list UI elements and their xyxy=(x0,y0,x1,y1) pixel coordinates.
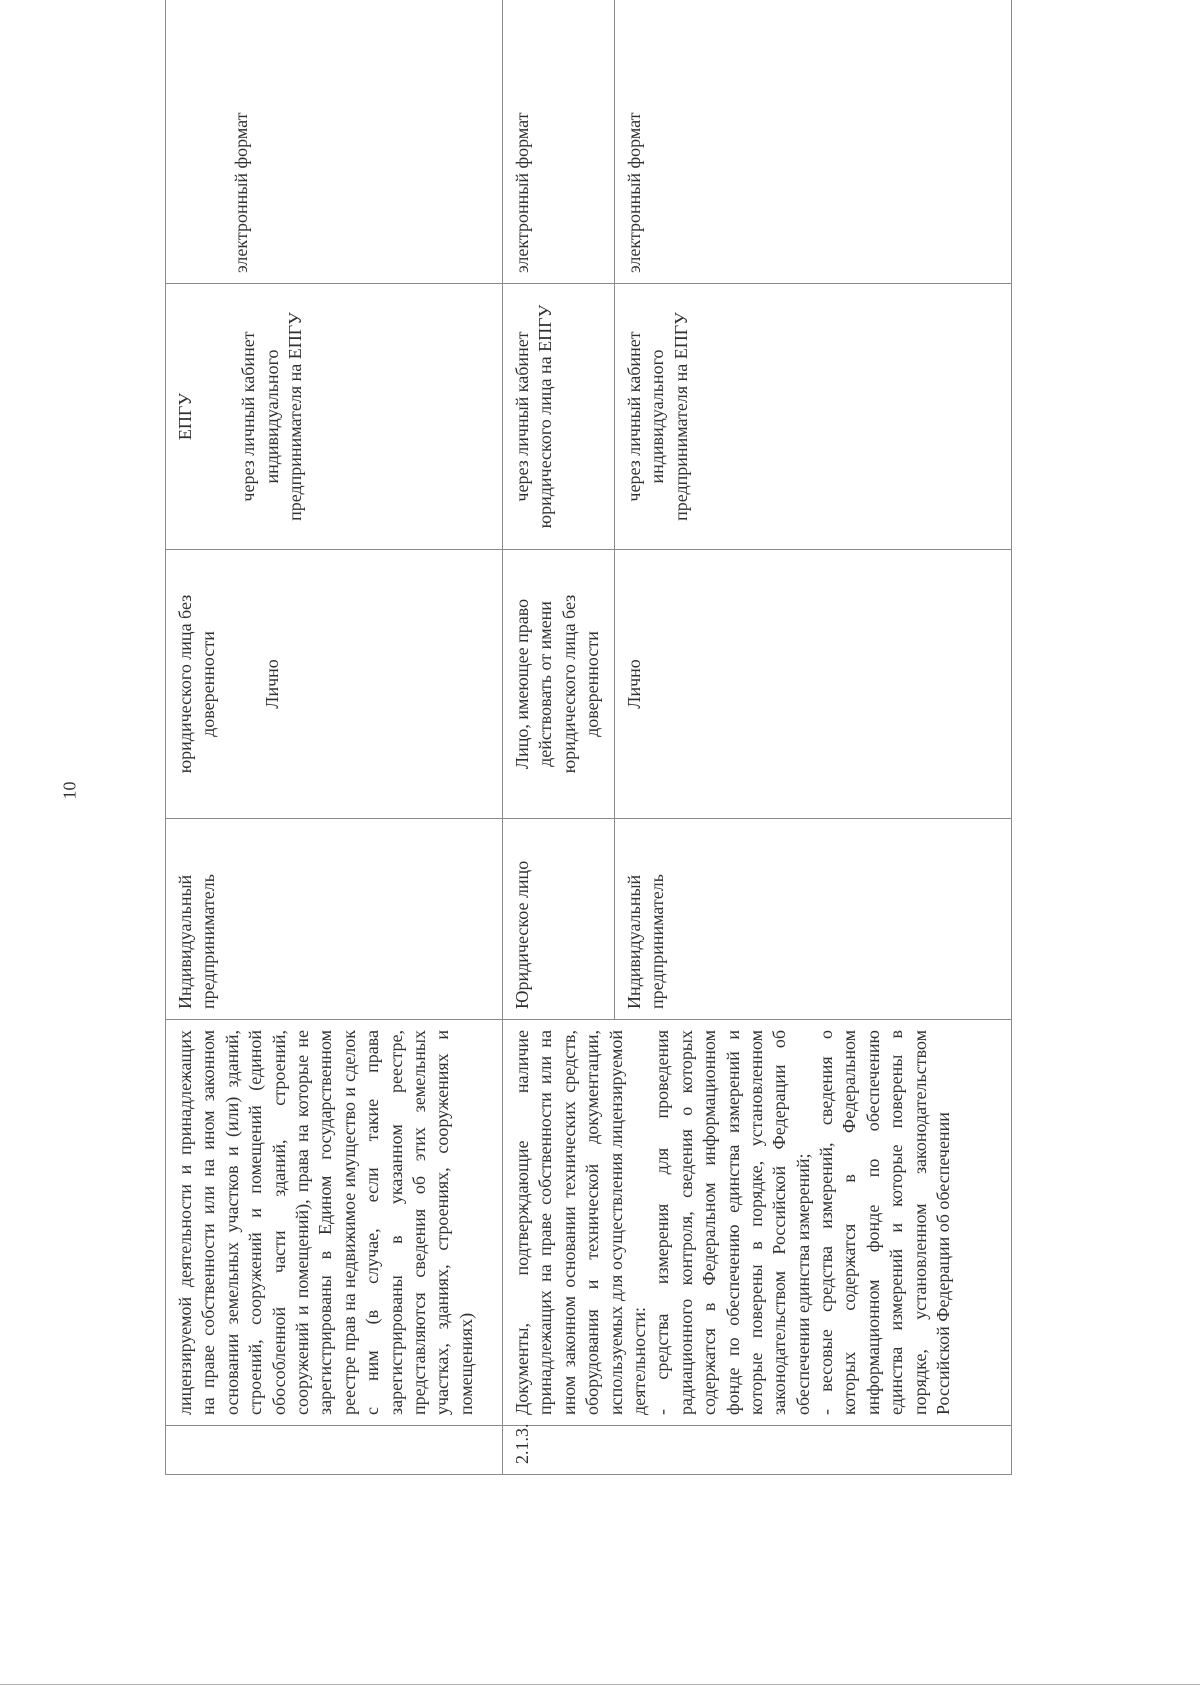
submission-method: Лицо, имеющее право действовать от имени юридического лица без доверенности xyxy=(503,550,615,819)
document-description xyxy=(503,1020,1012,1426)
document-description-intro: Документы, подтверждающие наличие принадлежащих на праве собственности или на ином законном основании технических средств, оборудования и технической документации, используемых для осуществления лицензируемой деятельности: xyxy=(512,1030,649,1415)
table-row xyxy=(503,0,615,1475)
bottom-rule xyxy=(0,1684,1200,1685)
document-format: электронный формат xyxy=(615,0,1012,284)
page-number: 10 xyxy=(59,781,80,800)
document-format: электронный формат xyxy=(503,0,615,284)
row-number: 2.1.3. xyxy=(503,1426,1012,1475)
document-description: лицензируемой деятельности и принадлежащих на праве собственности или на ином законном основании земельных участков и (или) зданий, строений, сооружений и помещений (единой обособленной части зданий, строений, сооружений и помещений), права на которые не зарегистрированы в Едином государственном реестре прав на недвижимое имущество и сделок с ним (в случае, если такие права зарегистрированы в указанном реестре, представляются сведения об этих земельных участках, зданиях, строениях, сооружениях и помещениях) xyxy=(166,1020,503,1426)
submission-channel: через личный кабинет индивидуального предпринимателя на ЕПГУ xyxy=(615,284,1012,550)
table-row xyxy=(166,0,503,1475)
applicant-type: Индивидуальный предприниматель xyxy=(615,819,1012,1020)
submission-method: Лично xyxy=(615,550,1012,819)
document-bullet: - средства измерения для проведения радиационного контроля, сведения о которых содержатся в Федеральном информационном фонде по обеспечению единства измерений и которые поверены в порядке, установленном законодательством Российской Федерации об обеспечении единства измерений; xyxy=(652,1030,813,1415)
submission-channel-prefix: ЕПГУ xyxy=(175,392,195,441)
applicant-type: Индивидуальный предприниматель xyxy=(166,819,503,1020)
document-format xyxy=(166,0,503,284)
document-bullet: - весовые средства измерений, сведения о которых содержатся в Федеральном информационном фонде по обеспечению единства измерений и которые поверены в порядке, установленном законодательством Российской Федерации об обеспечении xyxy=(816,1030,954,1415)
submission-channel xyxy=(166,284,503,550)
submission-method-value: Лично xyxy=(261,659,282,709)
document-table xyxy=(165,0,1012,1475)
applicant-type: Юридическое лицо xyxy=(503,819,615,1020)
row-number xyxy=(166,1426,503,1475)
rotated-table-container xyxy=(165,5,1045,1475)
submission-channel: через личный кабинет юридического лица на ЕПГУ xyxy=(503,284,615,550)
submission-channel-value: через личный кабинет индивидуального предпринимателя на ЕПГУ xyxy=(238,312,306,521)
submission-method-prefix: юридического лица без доверенности xyxy=(175,594,219,774)
submission-method xyxy=(166,550,503,819)
document-format-value: электронный формат xyxy=(231,112,251,273)
